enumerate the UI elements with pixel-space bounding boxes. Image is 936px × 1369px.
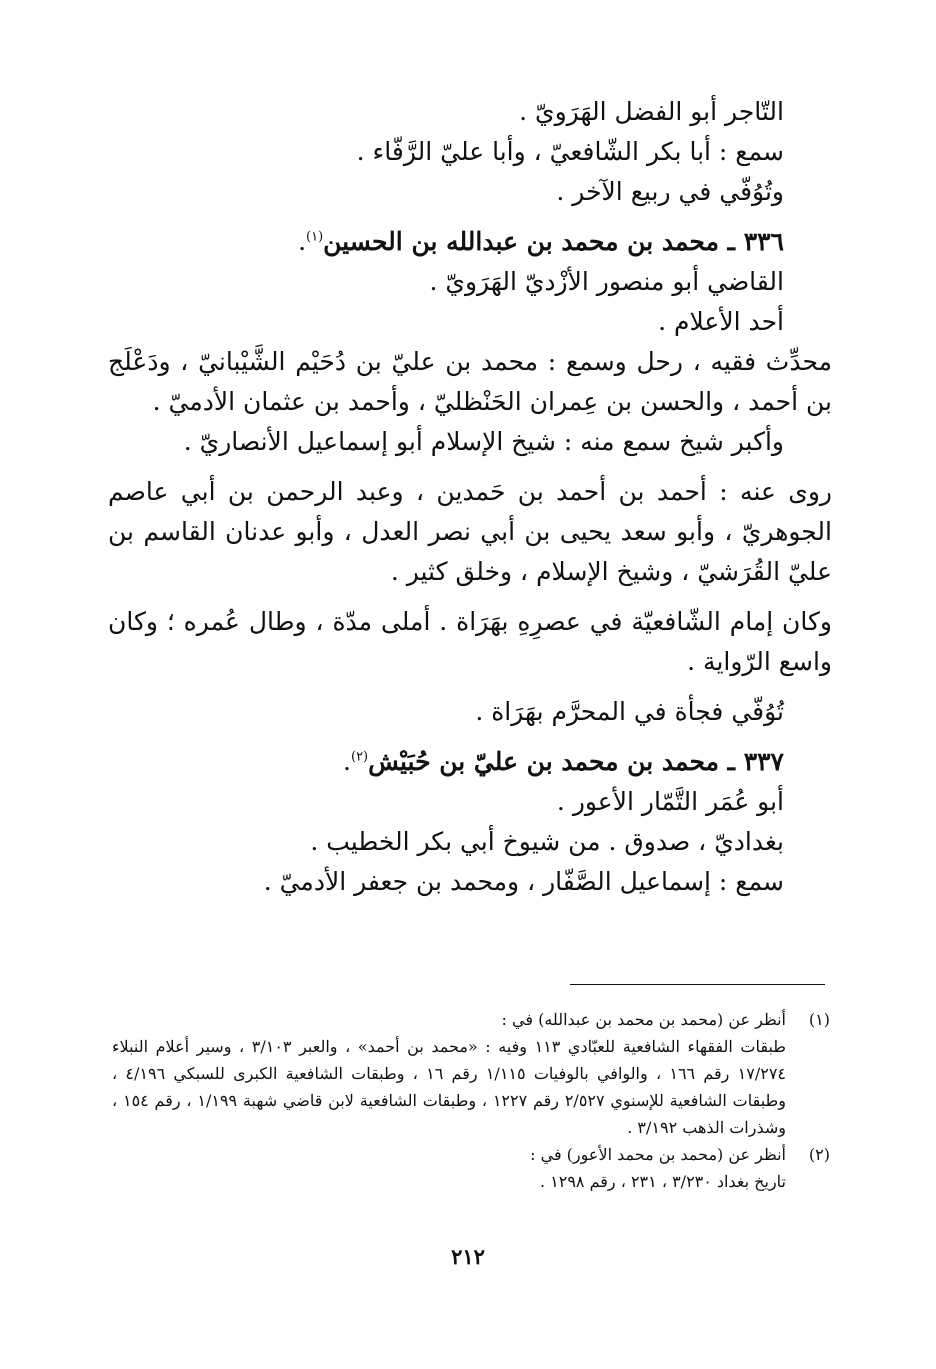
- text-line: أحد الأعلام .: [658, 307, 784, 336]
- footnote-line: أنظر عن (محمد بن محمد بن عبدالله) في :: [501, 1010, 786, 1029]
- text-line: القاضي أبو منصور الأزْديّ الهَرَويّ .: [429, 267, 784, 296]
- footnotes: [112, 1006, 830, 1195]
- footnote-ref: (٢): [350, 749, 369, 765]
- footnote-number: (٢): [808, 1145, 830, 1164]
- page-number: ٢١٢: [451, 1244, 485, 1269]
- text-line: سمع : إسماعيل الصَّفّار ، ومحمد بن جعفر الأدميّ .: [263, 867, 784, 896]
- main-text: [108, 92, 832, 902]
- entry-heading-336: [108, 222, 832, 262]
- footnote-ref: (١): [306, 229, 324, 245]
- footnote-1: [112, 1006, 830, 1141]
- entry-title-end: .: [343, 747, 351, 776]
- footnote-body: طبقات الفقهاء الشافعية للعبّادي ١١٣ وفيه : «محمد بن أحمد» ، والعبر ٣/١٠٣ ، وسير أعلام النبلاء ١٧/٢٧٤ رقم ١٦٦ ، والوافي بالوفيات ١/١١٥ رقم ١٦ ، وطبقات الشافعية الكبرى للسبكي ٤/١٩٦ ، وطبقات الشافعية للإسنوي ٢/٥٢٧ رقم ١٢٢٧ ، وطبقات الشافعية لابن قاضي شهبة ١/١٩٩ ، رقم ١٥٤ ، وشذرات الذهب ٣/١٩٢ .: [112, 1037, 787, 1137]
- entry-title: ٣٣٧ ـ محمد بن محمد بن عليّ بن حُبَيْش: [368, 747, 784, 776]
- footnote-divider: [570, 984, 825, 985]
- text-paragraph: محدِّث فقيه ، رحل وسمع : محمد بن عليّ بن دُحَيْم الشَّيْبانيّ ، ودَعْلَج بن أحمد ، والحسن بن عِمران الحَنْظليّ ، وأحمد بن عثمان الأدميّ .: [108, 347, 832, 416]
- text-line: وتُوُفّي في ربيع الآخر .: [556, 177, 784, 206]
- footnote-body: تاريخ بغداد ٣/٢٣٠ ، ٢٣١ ، رقم ١٢٩٨ .: [539, 1172, 786, 1191]
- entry-title: ٣٣٦ ـ محمد بن محمد بن عبدالله بن الحسين: [323, 227, 784, 256]
- text-paragraph: روى عنه : أحمد بن أحمد بن حَمدين ، وعبد الرحمن بن أبي عاصم الجوهريّ ، وأبو سعد يحيى بن أبي نصر العدل ، وأبو عدنان القاسم بن عليّ القُرَشيّ ، وشيخ الإسلام ، وخلق كثير .: [108, 477, 833, 586]
- footnote-number: (١): [808, 1010, 830, 1029]
- text-paragraph: وكان إمام الشّافعيّة في عصرِهِ بهَرَاة . أملى مدّة ، وطال عُمره ؛ وكان واسع الرّواية .: [108, 607, 832, 676]
- text-line: أبو عُمَر التَّمّار الأعور .: [556, 787, 784, 816]
- text-line: بغداديّ ، صدوق . من شيوخ أبي بكر الخطيب .: [310, 827, 784, 856]
- footnote-2: [112, 1141, 830, 1195]
- entry-title-end: .: [298, 227, 307, 256]
- text-line: وأكبر شيخ سمع منه : شيخ الإسلام أبو إسماعيل الأنصاريّ .: [183, 427, 784, 456]
- footnote-line: أنظر عن (محمد بن محمد الأعور) في :: [530, 1145, 786, 1164]
- text-line: تُوُفّي فجأة في المحرَّم بهَرَاة .: [475, 697, 784, 726]
- entry-heading-337: [108, 742, 832, 782]
- text-line: التّاجر أبو الفضل الهَرَويّ .: [519, 97, 784, 126]
- text-line: سمع : أبا بكر الشّافعيّ ، وأبا عليّ الرَّفّاء .: [356, 137, 784, 166]
